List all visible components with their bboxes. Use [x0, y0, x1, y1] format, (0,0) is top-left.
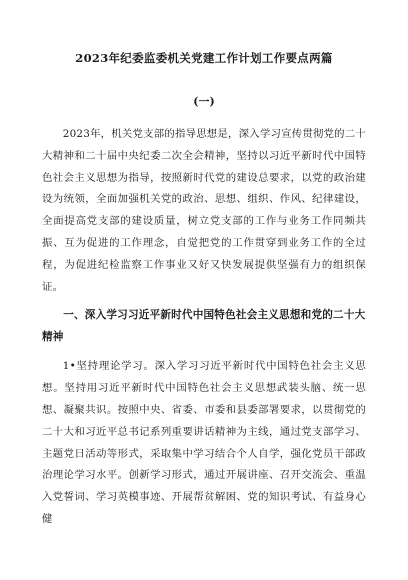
section-paragraph: 1•坚持理论学习。深入学习习近平新时代中国特色社会主义思想。坚持用习近平新时代中国特色社会主义思想武装头脑、统一思想、凝聚共识。按照中央、省委、市委和县委部署要求，以贯彻党的二十大和习近平总书记系列重要讲话精神为主线，通过党支部学习、主题党日活动等形式，采取集中学习结合个人自学，强化党员干部政治理论学习水平。创新学习形式，通过开展讲座、召开交流会、重温入党誓词、学习英模事迹、开展帮贫解困、党的知识考试、有益身心健: [42, 360, 366, 525]
document-subtitle: (一): [193, 95, 215, 108]
section-heading: 一、深入学习习近平新时代中国特色社会主义思想和党的二十大精神: [42, 309, 366, 344]
intro-paragraph: 2023年，机关党支部的指导思想是，深入学习宣传贯彻党的二十大精神和二十届中央纪委二次全会精神，坚持以习近平新时代中国特色社会主义思想为指导，按照新时代党的建设总要求，以党的政治建设为统领，全面加强机关党的政治、思想、组织、作风、纪律建设，全面提高党支部的建设质量，树立党支部的工作与业务工作同频共振、互为促进的工作理念，自觉把党的工作贯穿到业务工作的全过程，为促进纪检监察工作事业又好又快发展提供坚强有力的组织保证。: [42, 128, 366, 293]
document-title: 2023年纪委监委机关党建工作计划工作要点两篇: [75, 51, 333, 65]
